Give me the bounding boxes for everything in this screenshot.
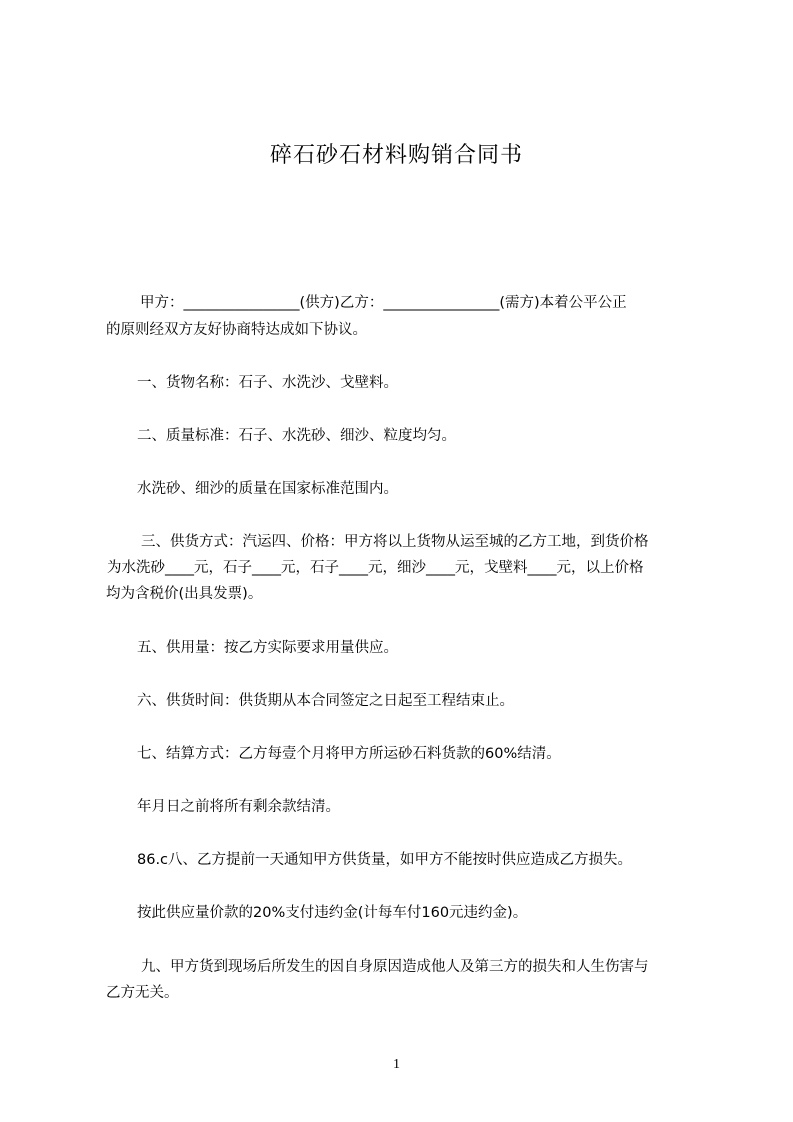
paragraph-line: 为水洗砂____元，石子____元，石子____元，细沙____元，戈壁料____元，以上价格 — [107, 560, 644, 576]
paragraph-line: 按此供应量价款的20%支付违约金(计每车付160元违约金)。 — [137, 905, 528, 921]
paragraph-line: 五、供用量：按乙方实际要求用量供应。 — [137, 640, 398, 656]
paragraph-line: 甲方：________________(供方)乙方：________________(需方)本着公平公正 — [140, 295, 627, 311]
paragraph-line: 的原则经双方友好协商特达成如下协议。 — [106, 322, 367, 338]
paragraph-line: 水洗砂、细沙的质量在国家标准范围内。 — [137, 481, 398, 497]
paragraph-line: 均为含税价(出具发票)。 — [106, 586, 263, 602]
paragraph-line: 二、质量标准：石子、水洗砂、细沙、粒度均匀。 — [137, 428, 456, 444]
paragraph-line: 七、结算方式：乙方每壹个月将甲方所运砂石料货款的60%结清。 — [137, 746, 561, 762]
document-title: 碎石砂石材料购销合同书 — [269, 143, 523, 168]
paragraph-line: 乙方无关。 — [106, 985, 179, 1001]
paragraph-line: 三、供货方式：汽运四、价格：甲方将以上货物从运至城的乙方工地，到货价格 — [141, 534, 649, 550]
paragraph-line: 86.c八、乙方提前一天通知甲方供货量，如甲方不能按时供应造成乙方损失。 — [137, 852, 633, 868]
paragraph-line: 九、甲方货到现场后所发生的因自身原因造成他人及第三方的损失和人生伤害与 — [141, 959, 649, 975]
paragraph-line: 年月日之前将所有剩余款结清。 — [137, 799, 340, 815]
paragraph-line: 六、供货时间：供货期从本合同签定之日起至工程结束止。 — [137, 693, 514, 709]
page-number: 1 — [393, 1057, 400, 1072]
paragraph-line: 一、货物名称：石子、水洗沙、戈壁料。 — [137, 375, 398, 391]
